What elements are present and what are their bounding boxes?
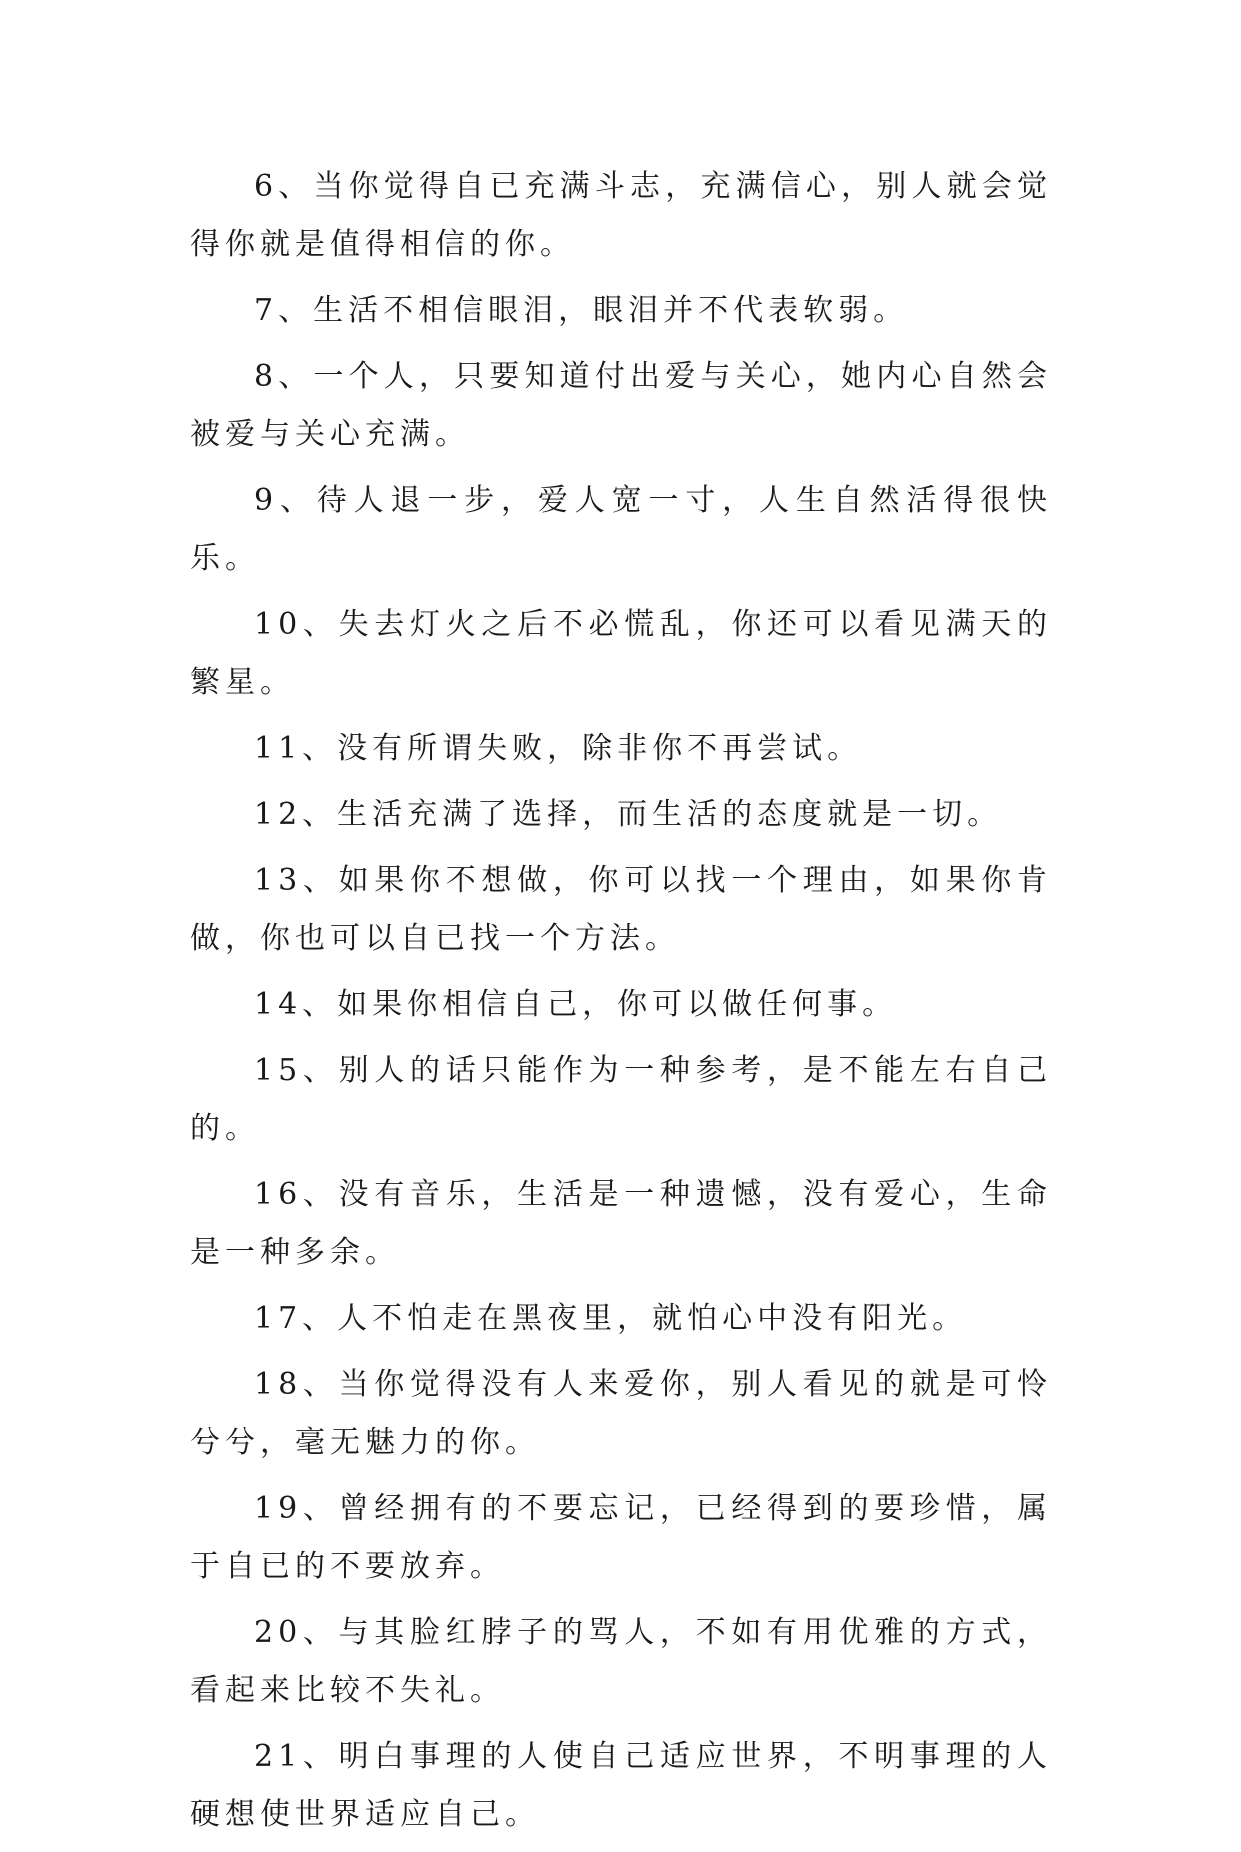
quote-paragraph-15: 15、别人的话只能作为一种参考，是不能左右自己的。 bbox=[190, 1053, 1052, 1146]
quote-paragraph-16: 16、没有音乐，生活是一种遗憾，没有爱心，生命是一种多余。 bbox=[190, 1177, 1052, 1270]
quote-paragraph-21: 21、明白事理的人使自己适应世界，不明事理的人硬想使世界适应自己。 bbox=[190, 1739, 1052, 1832]
quote-paragraph-11: 11、没有所谓失败，除非你不再尝试。 bbox=[254, 731, 863, 766]
quote-paragraph-9: 9、待人退一步，爱人宽一寸，人生自然活得很快乐。 bbox=[190, 483, 1052, 576]
quote-paragraph-8: 8、一个人，只要知道付出爱与关心，她内心自然会被爱与关心充满。 bbox=[190, 359, 1052, 452]
quote-paragraph-20: 20、与其脸红脖子的骂人，不如有用优雅的方式，看起来比较不失礼。 bbox=[190, 1615, 1052, 1708]
quote-paragraph-10: 10、失去灯火之后不必慌乱，你还可以看见满天的繁星。 bbox=[190, 607, 1052, 700]
quote-list bbox=[190, 158, 1052, 1852]
quote-paragraph-17: 17、人不怕走在黑夜里，就怕心中没有阳光。 bbox=[254, 1301, 968, 1336]
quote-paragraph-13: 13、如果你不想做，你可以找一个理由，如果你肯做，你也可以自已找一个方法。 bbox=[190, 863, 1052, 956]
quote-paragraph-6: 6、当你觉得自已充满斗志，充满信心，别人就会觉得你就是值得相信的你。 bbox=[190, 169, 1052, 262]
quote-paragraph-18: 18、当你觉得没有人来爱你，别人看见的就是可怜兮兮，毫无魅力的你。 bbox=[190, 1367, 1052, 1460]
quote-paragraph-19: 19、曾经拥有的不要忘记，已经得到的要珍惜，属于自已的不要放弃。 bbox=[190, 1491, 1052, 1584]
quote-paragraph-7: 7、生活不相信眼泪，眼泪并不代表软弱。 bbox=[254, 293, 909, 328]
quote-paragraph-14: 14、如果你相信自己，你可以做任何事。 bbox=[254, 987, 898, 1022]
quote-paragraph-12: 12、生活充满了选择，而生活的态度就是一切。 bbox=[254, 797, 1003, 832]
